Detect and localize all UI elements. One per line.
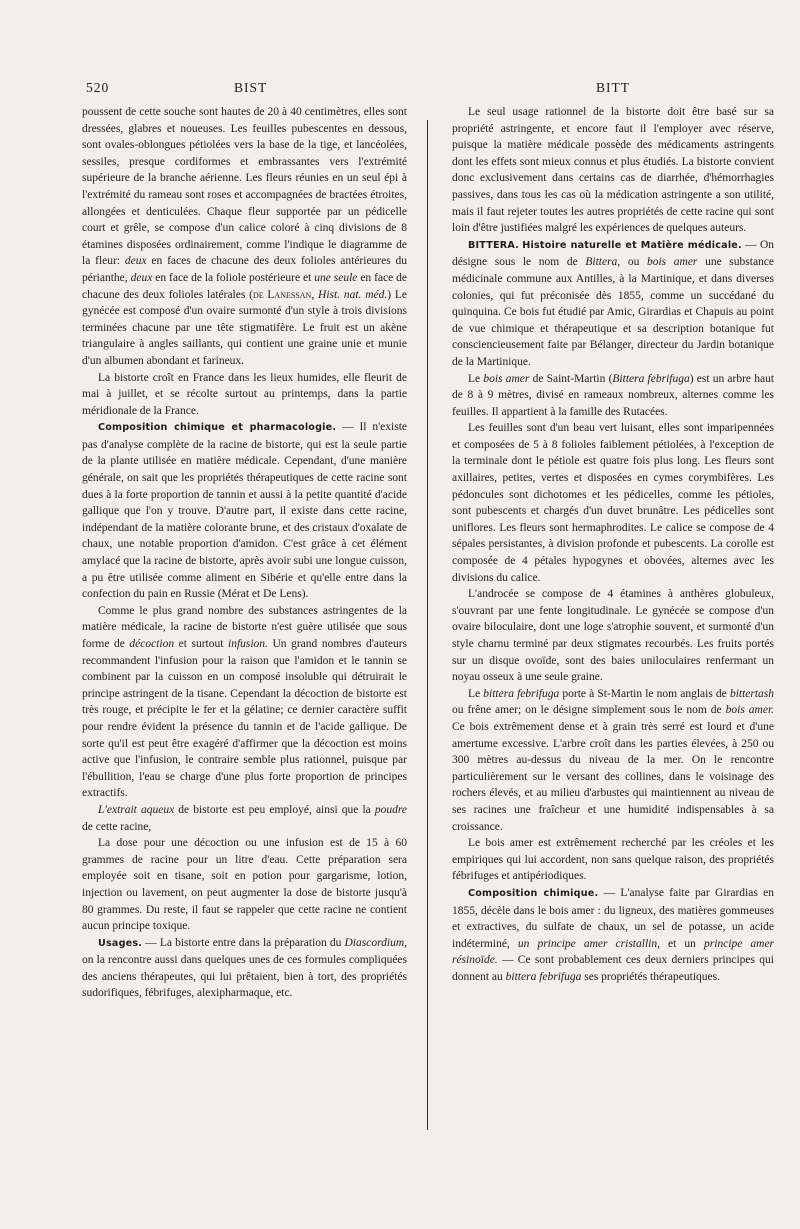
paragraph: poussent de cette souche sont hautes de 20 à 40 centimètres, elles sont dressées, glabres et noueuses. Les feuilles pubescentes en dessous, sont ovales-oblongues pétiolées vers la base de la tige, et lancéolées, sessiles, presque cordiformes et embrassantes vers l'extrémité supérieure de la branche aérienne. Les fleurs réunies en un seul épi à l'extrémité du rameau sont roses et accompagnées de bractées étroites, allongées et denticulées. Chaque fleur supportée par un pédicelle court et grêle, se compose d'un calice coloré à cinq divisions de 8 étamines disposées ordinairement, comme l'indique le diagramme de la fleur: deux en faces de chacune des deux folioles antérieures du périanthe, deux en face de la foliole postérieure et une seule en face de chacune des deux folioles latérales (de Lanessan, Hist. nat. méd.) Le gynécée est composé d'un ovaire surmonté d'un style à trois divisions terminées chacune par une tête stigmatifère. Le fruit est un akène triangulaire à angles saillants, qui contient une graine unie et munie d'un albumen abondant et farineux.	[82, 106, 408, 367]
running-head-right: BITT	[596, 80, 630, 95]
paragraph: Composition chimique. — L'analyse faite par Girardias en 1855, décèle dans le bois amer : du ligneux, des matières gommeuses et extractives, du sulfate de chaux, un sel de potasse, un acide indéterminé, un principe amer cristallin, et un principe amer résinoïde. — Ce sont probablement ces deux derniers principes qui donnent au bittera febrifuga ses propriétés thérapeutiques.	[452, 886, 775, 983]
paragraph: L'androcée se compose de 4 étamines à anthères globuleux, s'ouvrant par une fente longitudinale. Le gynécée se compose d'un ovaire biloculaire, dont une loge s'atrophie souvent, et surmonté d'un style charnu terminé par deux stigmates recourbés. Les fruits portés sur un disque ovoïde, sont des baies uniloculaires renfermant un noyau osseux à une seule graine.	[452, 588, 774, 684]
section-heading: Composition chimique.	[468, 887, 599, 899]
paragraph: L'extrait aqueux de bistorte est peu employé, ainsi que la poudre de cette racine,	[82, 803, 408, 833]
right-column	[452, 104, 774, 985]
entry-headword: BITTERA.	[468, 239, 519, 251]
column-divider	[427, 120, 428, 1130]
section-heading: Composition chimique et pharmacologie.	[98, 422, 337, 434]
page-number: 520	[86, 80, 110, 95]
left-column	[82, 104, 407, 1002]
paragraph: Composition chimique et pharmacologie. — Il n'existe pas d'analyse complète de la racine de bistorte, qui est la seule partie de la plante utilisée en matière médicale. Cependant, d'une manière générale, on sait que les propriétés thérapeutiques de cette racine sont dues à la forte proportion de tannin et aussi à la petite quantité d'acide gallique que l'on y trouve. D'autre part, il existe dans cette racine, indépendant de la matière colorante brune, et des cristaux d'oxalate de chaux, une notable proportion d'amidon. C'est grâce à cet élément amylacé que la racine de bistorte, après avoir subi une longue cuisson, a pu être utilisée comme aliment en Sibérie et qu'elle entre dans la confection du pain en Russie (Mérat et De Lens).	[82, 421, 408, 601]
paragraph: Comme le plus grand nombre des substances astringentes de la matière médicale, la racine de bistorte n'est guère utilisée que sous forme de décoction et surtout infusion. Un grand nombres d'auteurs recommandent l'infusion pour la raison que l'amidon et le tannin se combinent par la cuisson en un composé insoluble qui détruirait le principe astringent de la tisane. Cependant la décoction de bistorte est très rouge, et précipite le fer et la gélatine; ce dernier caractère suffit pour rendre évident la présence du tannin et de l'acide gallique. De sorte qu'il est peut être exagéré d'affirmer que la décoction est moins active que l'infusion, le contraire semble plus rationnel, puisque par l'ébullition, l'eau se charge d'une plus forte proportion de principes extractifs.	[82, 604, 407, 800]
section-heading: Usages.	[98, 937, 143, 949]
paragraph: Le bittera febrifuga porte à St-Martin le nom anglais de bittertash ou frêne amer; on le désigne simplement sous le nom de bois amer. Ce bois extrêmement dense et à grain très serré est lourd et d'une amertume excessive. L'arbre croît dans les parties élevées, à 250 ou 300 mètres au-dessus du niveau de la mer. On le rencontre particulièrement sur le versant des collines, dans le voisinage des rochers élevés, et au milieu d'arbustes qui maintiennent au niveau de ses racines une fraîcheur et une humidité indispensables à sa croissance.	[452, 687, 775, 833]
paragraph: Le seul usage rationnel de la bistorte doit être basé sur sa propriété astringente, et encore faut il l'employer avec réserve, puisque la matière médicale possède des médicaments astringents dont les effets sont mieux connus et plus étudiés. La bistorte convient donc exclusivement dans certains cas de diarrhée, d'hémorrhagies passives, dans tous les cas où la médication astringente a son utilité, mais il faut rejeter toutes les autres propriétés de cette racine qui sont loin d'être justifiées malgré les expériences de quelques auteurs.	[452, 106, 774, 235]
paragraph: Le bois amer est extrêmement recherché par les créoles et les empiriques qui lui accordent, non sans quelque raison, des propriétés fébrifuges et antipériodiques.	[452, 837, 774, 883]
running-head-left: BIST	[234, 80, 268, 95]
entry-subheading: Histoire naturelle et Matière médicale.	[522, 239, 742, 251]
paragraph: La bistorte croît en France dans les lieux humides, elle fleurit de mai à juillet, et se récolte surtout au printemps, dans la partie méridionale de la France.	[82, 371, 407, 417]
entry-paragraph: BITTERA. Histoire naturelle et Matière médicale. — On désigne sous le nom de Bittera, ou bois amer une substance médicinale commune aux Antilles, à la Martinique, et dans diverses colonies, qui fut préconisée dès 1855, comme un succédané du quinquina. Ce bois fut étudié par Amic, Girardias et Chapuis au point de vue chimique et thérapeutique et sa description botanique fut consciencieusement faite par Bélanger, directeur du Jardin botanique de la Martinique.	[452, 238, 775, 368]
paragraph: Le bois amer de Saint-Martin (Bittera febrifuga) est un arbre haut de 8 à 9 mètres, divisé en rameaux nombreux, alternes comme les feuilles. Il appartient à la famille des Rutacées.	[452, 372, 775, 418]
paragraph: Les feuilles sont d'un beau vert luisant, elles sont imparipennées et composées de 5 à 8 folioles faiblement pétiolées, à l'exception de la terminale dont le pétiole est quatre fois plus long. Les fleurs sont axillaires, petites, vertes et disposées en cymes corymbifères. Les pédoncules sont dichotomes et les pédicelles, comme les pétioles, sont pubescents et chargés d'un duvet brunâtre. Les pédicelles sont uniflores. Les fleurs sont hermaphrodites. Le calice se compose de 4 sépales persistantes, à division profonde et pubescents. La corolle est composée de 4 pétales hypogynes et obovées, alternes avec les divisions du calice.	[452, 422, 774, 584]
paragraph: Usages. — La bistorte entre dans la préparation du Diascordium, on la rencontre aussi dans quelques unes de ces formules compliquées des anciens thérapeutes, qui lui prêtaient, bien à tort, des propriétés sudorifiques, fébrifuges, alexipharmaque, etc.	[82, 936, 408, 1000]
paragraph: La dose pour une décoction ou une infusion est de 15 à 60 grammes de racine pour un litre d'eau. Cette préparation sera employée soit en tisane, soit en potion pour gargarisme, lotion, injection ou lavement, on peut augmenter la dose de bistorte jusqu'à 80 grammes. Du reste, il faut se rappeler que cette racine ne contient aucun principe toxique.	[82, 837, 407, 933]
